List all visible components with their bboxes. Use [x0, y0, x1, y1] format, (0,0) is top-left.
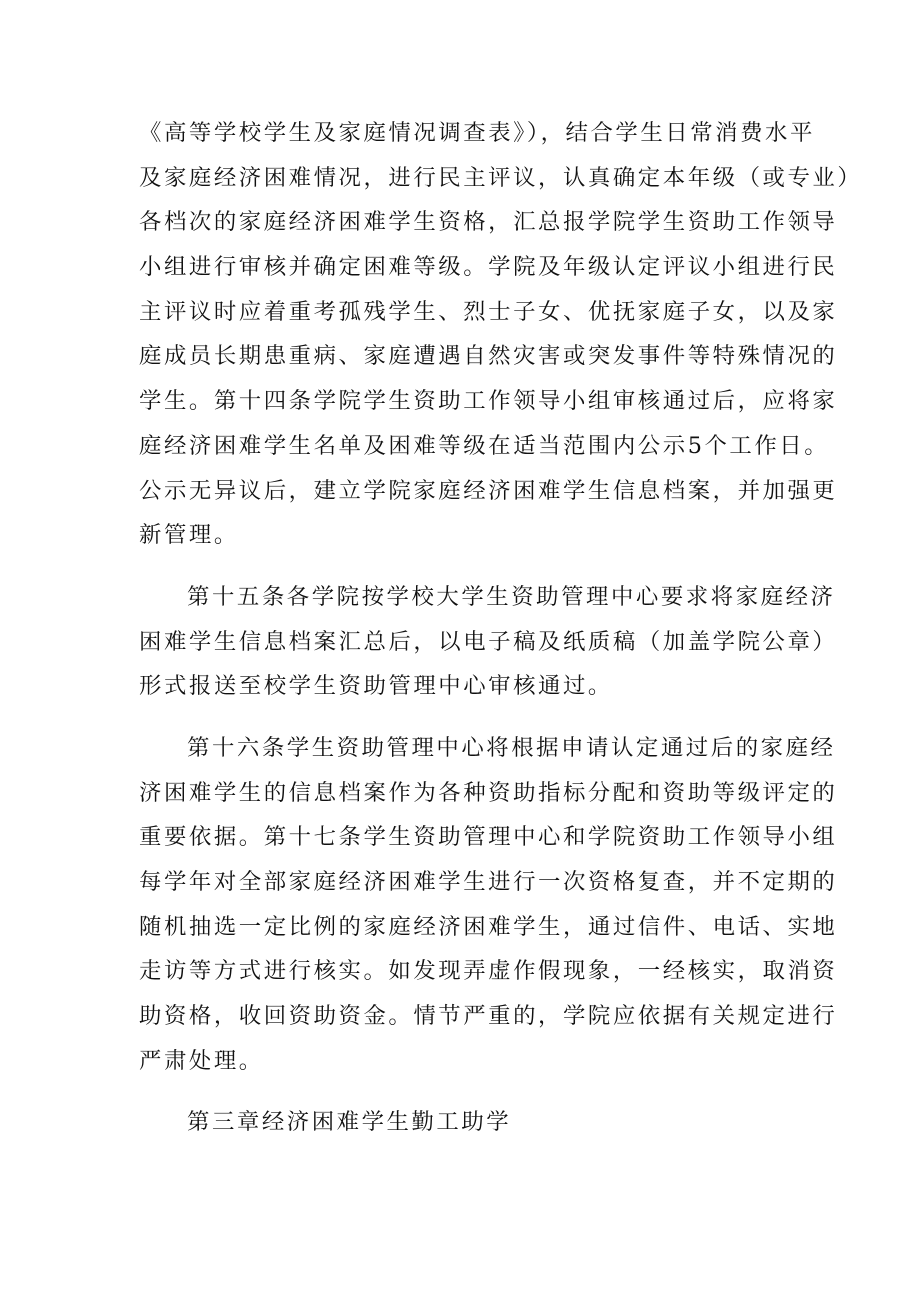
text-line: 公示无异议后，建立学院家庭经济困难学生信息档案，并加强更	[139, 477, 838, 504]
text-line: 小组进行审核并确定困难等级。学院及年级认定评议小组进行民	[139, 254, 838, 281]
text-line: 第十五条各学院按学校大学生资助管理中心要求将家庭经济	[187, 583, 836, 610]
text-line: 庭经济困难学生名单及困难等级在适当范围内公示5个工作日。	[139, 432, 830, 459]
text-line: 困难学生信息档案汇总后，以电子稿及纸质稿（加盖学院公章）	[139, 628, 838, 655]
paragraph-gap	[139, 565, 799, 582]
text-line: 随机抽选一定比例的家庭经济困难学生，通过信件、电话、实地	[139, 913, 838, 940]
text-line: 新管理。	[139, 522, 239, 549]
text-line: 重要依据。第十七条学生资助管理中心和学院资助工作领导小组	[139, 824, 838, 851]
text-line: 第十六条学生资助管理中心将根据申请认定通过后的家庭经	[187, 734, 836, 761]
document-page	[139, 118, 863, 1152]
paragraph-1	[139, 118, 863, 565]
paragraph-2	[139, 582, 838, 716]
chapter-heading: 第三章经济困难学生勤工助学	[187, 1109, 512, 1136]
text-line: 济困难学生的信息档案作为各种资助指标分配和资助等级评定的	[139, 779, 838, 806]
text-line: 严肃处理。	[139, 1047, 264, 1074]
paragraph-gap	[139, 1090, 799, 1107]
text-line: 主评议时应着重考孤残学生、烈士子女、优抚家庭子女，以及家	[139, 298, 838, 325]
paragraph-4	[139, 1107, 799, 1152]
text-line: 走访等方式进行核实。如发现弄虚作假现象，一经核实，取消资	[139, 958, 838, 985]
text-line: 及家庭经济困难情况，进行民主评议，认真确定本年级（或专业）	[139, 164, 863, 191]
paragraph-gap	[139, 716, 799, 733]
text-line: 助资格，收回资助资金。情节严重的，学院应依据有关规定进行	[139, 1003, 838, 1030]
text-line: 学生。第十四条学院学生资助工作领导小组审核通过后，应将家	[139, 388, 838, 415]
text-line: 《高等学校学生及家庭情况调查表》），结合学生日常消费水平	[139, 120, 815, 146]
text-line: 各档次的家庭经济困难学生资格，汇总报学院学生资助工作领导	[139, 209, 838, 236]
text-line: 形式报送至校学生资助管理中心审核通过。	[139, 673, 613, 700]
paragraph-3	[139, 733, 838, 1091]
text-line: 庭成员长期患重病、家庭遭遇自然灾害或突发事件等特殊情况的	[139, 343, 838, 370]
text-line: 每学年对全部家庭经济困难学生进行一次资格复查，并不定期的	[139, 869, 838, 895]
